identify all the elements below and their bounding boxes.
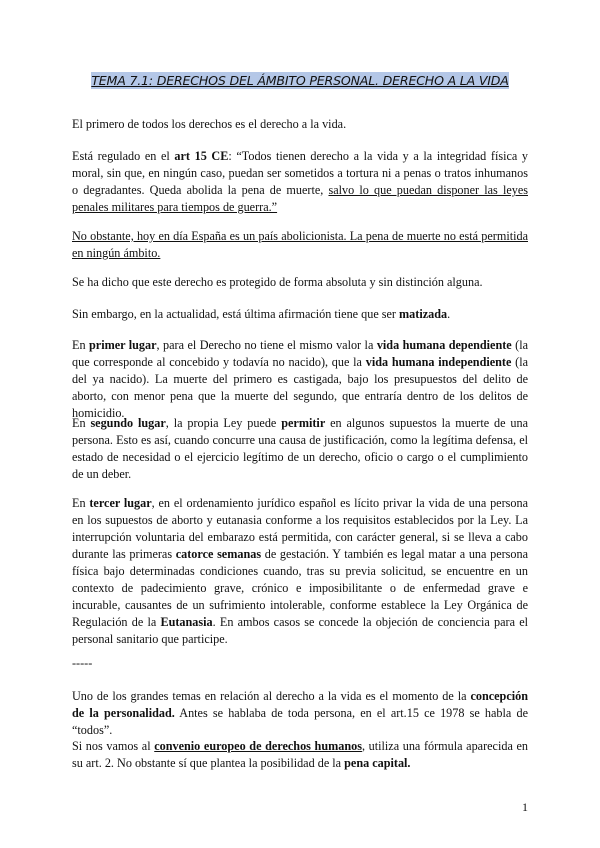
segundo-lugar-bold: segundo lugar <box>90 416 166 430</box>
vida-dependiente-bold: vida humana dependiente <box>376 338 512 352</box>
art15-text-c: : “Todos tienen derecho a la vida y a la integridad física y moral, sin que, en ningún caso, puedan ser sometidos a tortura ni a penas o tratos inhumanos o degradantes. Queda abolida la pena de muerte, <box>72 149 528 197</box>
abolicionista-text: No obstante, hoy en día España es un país abolicionista. La pena de muerte no está permitida en ningún ámbito. <box>72 229 528 260</box>
page-number: 1 <box>522 800 528 814</box>
catorce-semanas-bold: catorce semanas <box>175 547 262 561</box>
paragraph-art15 <box>72 148 528 216</box>
page-title <box>72 72 528 90</box>
separator <box>72 655 528 672</box>
segundo-text-a: En <box>72 416 91 430</box>
paragraph-primer-lugar <box>72 337 528 422</box>
art15-label: art 15 CE <box>174 149 229 163</box>
paragraph-intro <box>72 116 528 133</box>
protegido-text: Se ha dicho que este derecho es protegido de forma absoluta y sin distinción alguna. <box>72 275 483 289</box>
segundo-text-e: en algunos supuestos la muerte de una persona. Esto es así, cuando concurre una causa de justificación, como la legítima defensa, el estado de necesidad o el ejercicio legítimo de un derecho, oficio o cargo o el cumplimiento de un deber. <box>72 416 528 481</box>
intro-text: El primero de todos los derechos es el derecho a la vida. <box>72 117 347 131</box>
tercer-text-g: . En ambos casos se concede la objeción de conciencia para el personal sanitario que participe. <box>72 615 528 646</box>
personalidad-text-a: Uno de los grandes temas en relación al derecho a la vida es el momento de la <box>72 689 471 703</box>
permitir-bold: permitir <box>281 416 326 430</box>
primer-text-c: , para el Derecho no tiene el mismo valor la <box>156 338 377 352</box>
separator-text: ----- <box>72 656 93 670</box>
art15-underlined: salvo lo que puedan disponer las leyes penales militares para tiempos de guerra.” <box>72 183 528 214</box>
eutanasia-bold: Eutanasia <box>160 615 213 629</box>
paragraph-personalidad <box>72 688 528 739</box>
primer-text-a: En <box>72 338 89 352</box>
paragraph-abolicionista <box>72 228 528 262</box>
convenio-text-a: Si nos vamos al <box>72 739 155 753</box>
convenio-bold-underlined: convenio europeo de derechos humanos <box>154 739 362 753</box>
tercer-lugar-bold: tercer lugar <box>89 496 152 510</box>
paragraph-protegido <box>72 274 528 291</box>
segundo-text-c: , la propia Ley puede <box>165 416 282 430</box>
vida-independiente-bold: vida humana independiente <box>365 355 512 369</box>
paragraph-segundo-lugar <box>72 415 528 483</box>
document-page <box>72 0 528 848</box>
primer-text-g: (la del ya nacido). La muerte del primero es castigada, bajo los presupuestos del delito de aborto, con menor pena que la muerte del segundo, que entraría dentro de los delitos de homicidio. <box>72 355 528 420</box>
art15-text-a: Está regulado en el <box>72 149 175 163</box>
paragraph-tercer-lugar <box>72 495 528 648</box>
pena-capital-bold: pena capital. <box>344 756 411 770</box>
primer-text-e: (la que corresponde al concebido y todavía no nacido), que la <box>72 338 529 369</box>
paragraph-matizada <box>72 306 528 323</box>
matizada-text-c: . <box>447 307 451 321</box>
title-text: TEMA 7.1: DERECHOS DEL ÁMBITO PERSONAL. DERECHO A LA VIDA <box>91 73 509 88</box>
matizada-text-a: Sin embargo, en la actualidad, está última afirmación tiene que ser <box>72 307 400 321</box>
tercer-text-a: En <box>72 496 90 510</box>
matizada-bold: matizada <box>399 307 448 321</box>
concepcion-bold: concepción de la personalidad. <box>72 689 528 720</box>
tercer-text-e: de gestación. Y también es legal matar a una persona física bajo determinadas condiciones cuando, tras su previa solicitud, se encuentre en un contexto de padecimiento grave, crónico e imposibilitante o de enfermedad grave e incurable, causantes de un sufrimiento intolerable, conforme establece la Ley Orgánica de Regulación de la <box>72 547 528 629</box>
paragraph-convenio <box>72 738 528 772</box>
primer-lugar-bold: primer lugar <box>89 338 157 352</box>
personalidad-text-c: Antes se hablaba de toda persona, en el art.15 ce 1978 se habla de “todos”. <box>72 706 528 737</box>
convenio-text-c: , utiliza una fórmula aparecida en su art. 2. No obstante sí que plantea la posibilidad de la <box>72 739 528 770</box>
tercer-text-c: , en el ordenamiento jurídico español es lícito privar la vida de una persona en los supuestos de aborto y eutanasia conforme a los requisitos establecidos por la Ley. La interrupción voluntaria del embarazo está permitida, con carácter general, si se lleva a cabo durante las primeras <box>72 496 528 561</box>
